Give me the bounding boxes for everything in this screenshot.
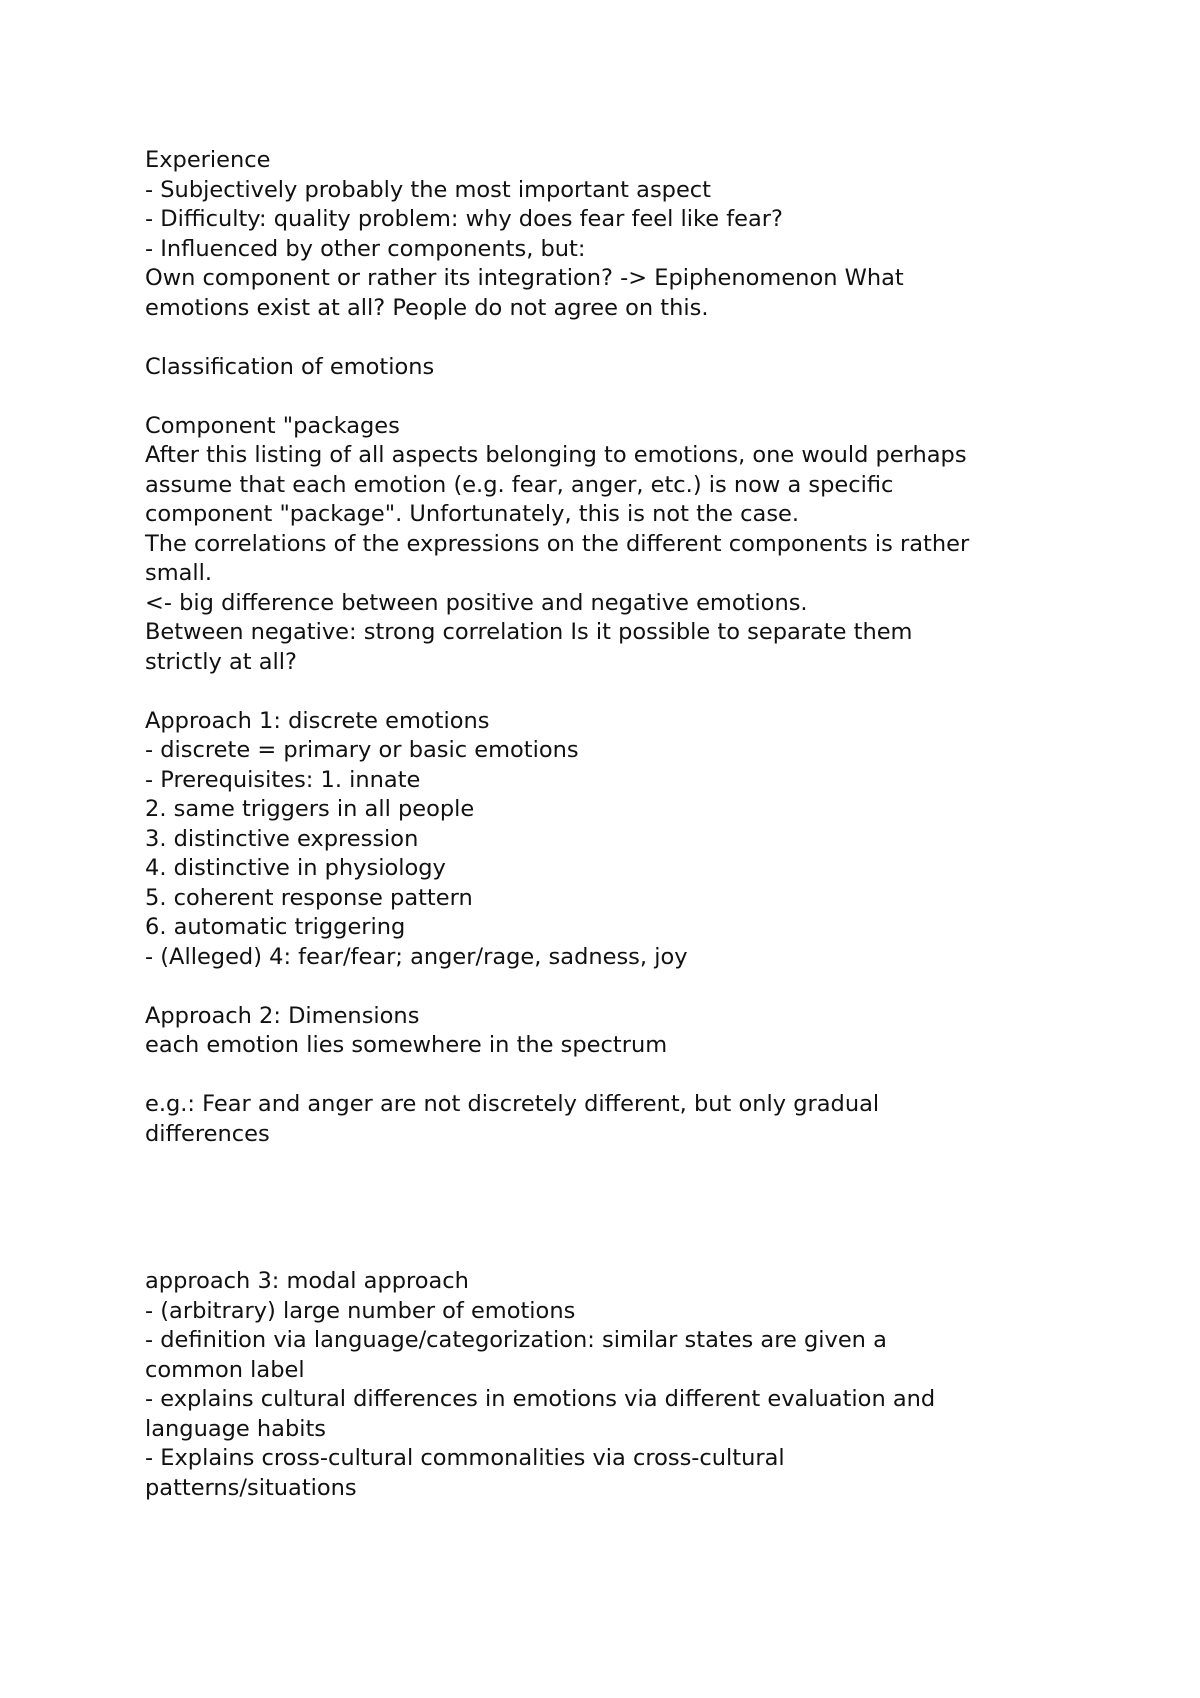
- text-line: - (Alleged) 4: fear/fear; anger/rage, sadness, joy: [145, 943, 688, 970]
- section-heading-approach-2: Approach 2: Dimensions: [145, 1002, 420, 1029]
- section-heading-approach-1: Approach 1: discrete emotions: [145, 707, 490, 734]
- text-line: - discrete = primary or basic emotions: [145, 737, 579, 763]
- list-item: 4. distinctive in physiology: [145, 855, 446, 881]
- text-line: - Difficulty: quality problem: why does fear feel like fear?: [145, 206, 783, 232]
- document-body: [145, 146, 1065, 1503]
- list-item: 2. same triggers in all people: [145, 796, 475, 822]
- text-line: After this listing of all aspects belonging to emotions, one would perhaps: [145, 442, 967, 468]
- blank-line: [145, 677, 1065, 707]
- text-line: - definition via language/categorization: similar states are given a: [145, 1327, 887, 1353]
- text-line: small.: [145, 560, 213, 586]
- blank-line: [145, 382, 1065, 412]
- text-line: - explains cultural differences in emotions via different evaluation and: [145, 1386, 936, 1412]
- blank-line: [145, 323, 1065, 353]
- text-line: - Prerequisites: 1. innate: [145, 766, 421, 793]
- text-line: - Explains cross-cultural commonalities via cross-cultural: [145, 1445, 785, 1471]
- blank-line: [145, 1061, 1065, 1091]
- section-heading-classification: Classification of emotions: [145, 353, 435, 380]
- section-heading-component-packages: Component "packages: [145, 412, 400, 439]
- section-heading-experience: Experience: [145, 147, 271, 173]
- text-line: assume that each emotion (e.g. fear, anger, etc.) is now a specific: [145, 471, 894, 498]
- text-line: emotions exist at all? People do not agree on this.: [145, 294, 709, 321]
- blank-line: [145, 972, 1065, 1002]
- text-line: common label: [145, 1356, 305, 1383]
- section-heading-approach-3: approach 3: modal approach: [145, 1268, 469, 1294]
- text-line: Own component or rather its integration? -> Epiphenomenon What: [145, 265, 904, 291]
- text-line: The correlations of the expressions on the different components is rather: [145, 530, 970, 557]
- text-line: e.g.: Fear and anger are not discretely different, but only gradual: [145, 1091, 880, 1117]
- text-line: <- big difference between positive and negative emotions.: [145, 589, 808, 616]
- text-line: strictly at all?: [145, 648, 297, 675]
- text-line: - (arbitrary) large number of emotions: [145, 1297, 576, 1324]
- text-line: language habits: [145, 1415, 327, 1442]
- list-item: 6. automatic triggering: [145, 914, 406, 940]
- list-item: 5. coherent response pattern: [145, 884, 473, 911]
- text-line: - Influenced by other components, but:: [145, 235, 586, 262]
- list-item: 3. distinctive expression: [145, 825, 419, 852]
- text-line: differences: [145, 1120, 270, 1147]
- text-line: Between negative: strong correlation Is it possible to separate them: [145, 619, 913, 645]
- text-line: each emotion lies somewhere in the spectrum: [145, 1032, 668, 1058]
- text-line: - Subjectively probably the most important aspect: [145, 176, 711, 203]
- blank-space: [145, 1149, 1065, 1267]
- text-line: component "package". Unfortunately, this is not the case.: [145, 501, 800, 527]
- text-line: patterns/situations: [145, 1474, 357, 1501]
